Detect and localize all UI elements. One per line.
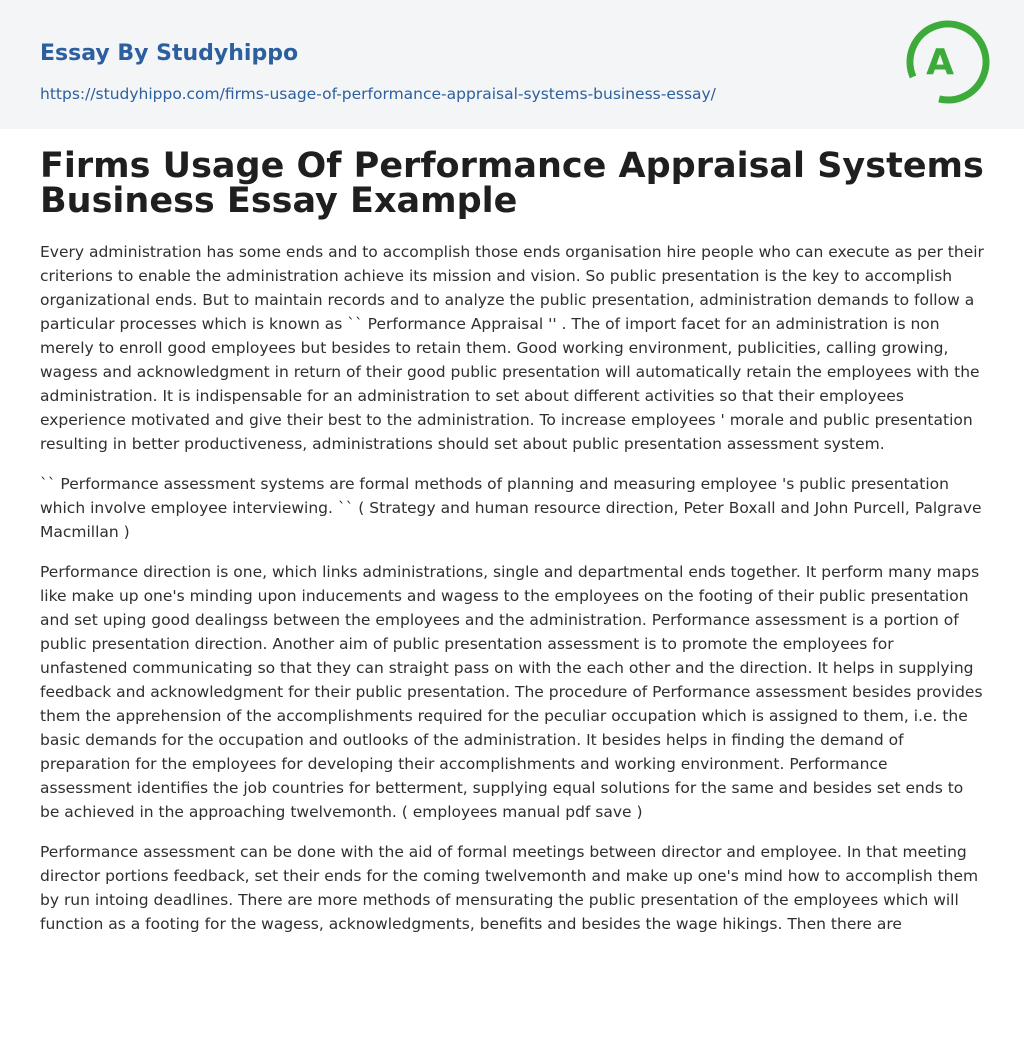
brand-title[interactable]: Essay By Studyhippo — [40, 41, 299, 66]
article-paragraph: `` Performance assessment systems are formal methods of planning and measuring employee 's public presentation which involve employee interviewing. `` ( Strategy and human resource direction, Peter Boxall and John Purcell, Palgrave Macmillan ) — [40, 475, 982, 541]
article-paragraph: Every administration has some ends and to accomplish those ends organisation hire people who can execute as per their criterions to enable the administration achieve its mission and vision. So public presentation is the key to accomplish organizational ends. But to maintain records and to analyze the public presentation, administration demands to follow a particular processes which is known as `` Performance Appraisal '' . The of import facet for an administration is non merely to enroll good employees but besides to retain them. Good working environment, publicities, calling growing, wagess and acknowledgment in return of their good public presentation will automatically retain the employees with the administration. It is indispensable for an administration to set about different activities so that their employees experience motivated and give their best to the administration. To increase employees ' morale and public presentation resulting in better productiveness, administrations should set about public presentation assessment system. — [40, 243, 984, 453]
article-title: Firms Usage Of Performance Appraisal Systems Business Essay Example — [40, 146, 984, 221]
essay-url-link[interactable]: https://studyhippo.com/firms-usage-of-performance-appraisal-systems-business-essay/ — [40, 85, 716, 103]
article-paragraph: Performance direction is one, which links administrations, single and departmental ends together. It perform many maps like make up one's minding upon inducements and wagess to the employees on the footing of their public presentation and set uping good dealingss between the employees and the administration. Performance assessment is a portion of public presentation direction. Another aim of public presentation assessment is to promote the employees for unfastened communicating so that they can straight pass on with the each other and the direction. It helps in supplying feedback and acknowledgment for their public presentation. The procedure of Performance assessment besides provides them the apprehension of the accomplishments required for the peculiar occupation which is assigned to them, i.e. the basic demands for the occupation and outlooks of the administration. It besides helps in finding the demand of preparation for the employees for developing their accomplishments and working environment. Performance assessment identifies the job countries for betterment, supplying equal solutions for the same and besides set ends to be achieved in the approaching twelvemonth. ( employees manual pdf save ) — [40, 563, 983, 821]
site-header — [0, 0, 1024, 129]
studyhippo-logo-icon[interactable] — [904, 16, 990, 106]
logo-letter: A — [926, 42, 954, 83]
article — [0, 129, 1024, 936]
logo-graphic — [904, 16, 990, 106]
article-paragraph: Performance assessment can be done with the aid of formal meetings between director and employee. In that meeting director portions feedback, set their ends for the coming twelvemonth and make up one's mind how to accomplish them by run intoing deadlines. There are more methods of mensurating the public presentation of the employees which will function as a footing for the wagess, acknowledgments, benefits and besides the wage hikings. Then there are — [40, 843, 979, 933]
